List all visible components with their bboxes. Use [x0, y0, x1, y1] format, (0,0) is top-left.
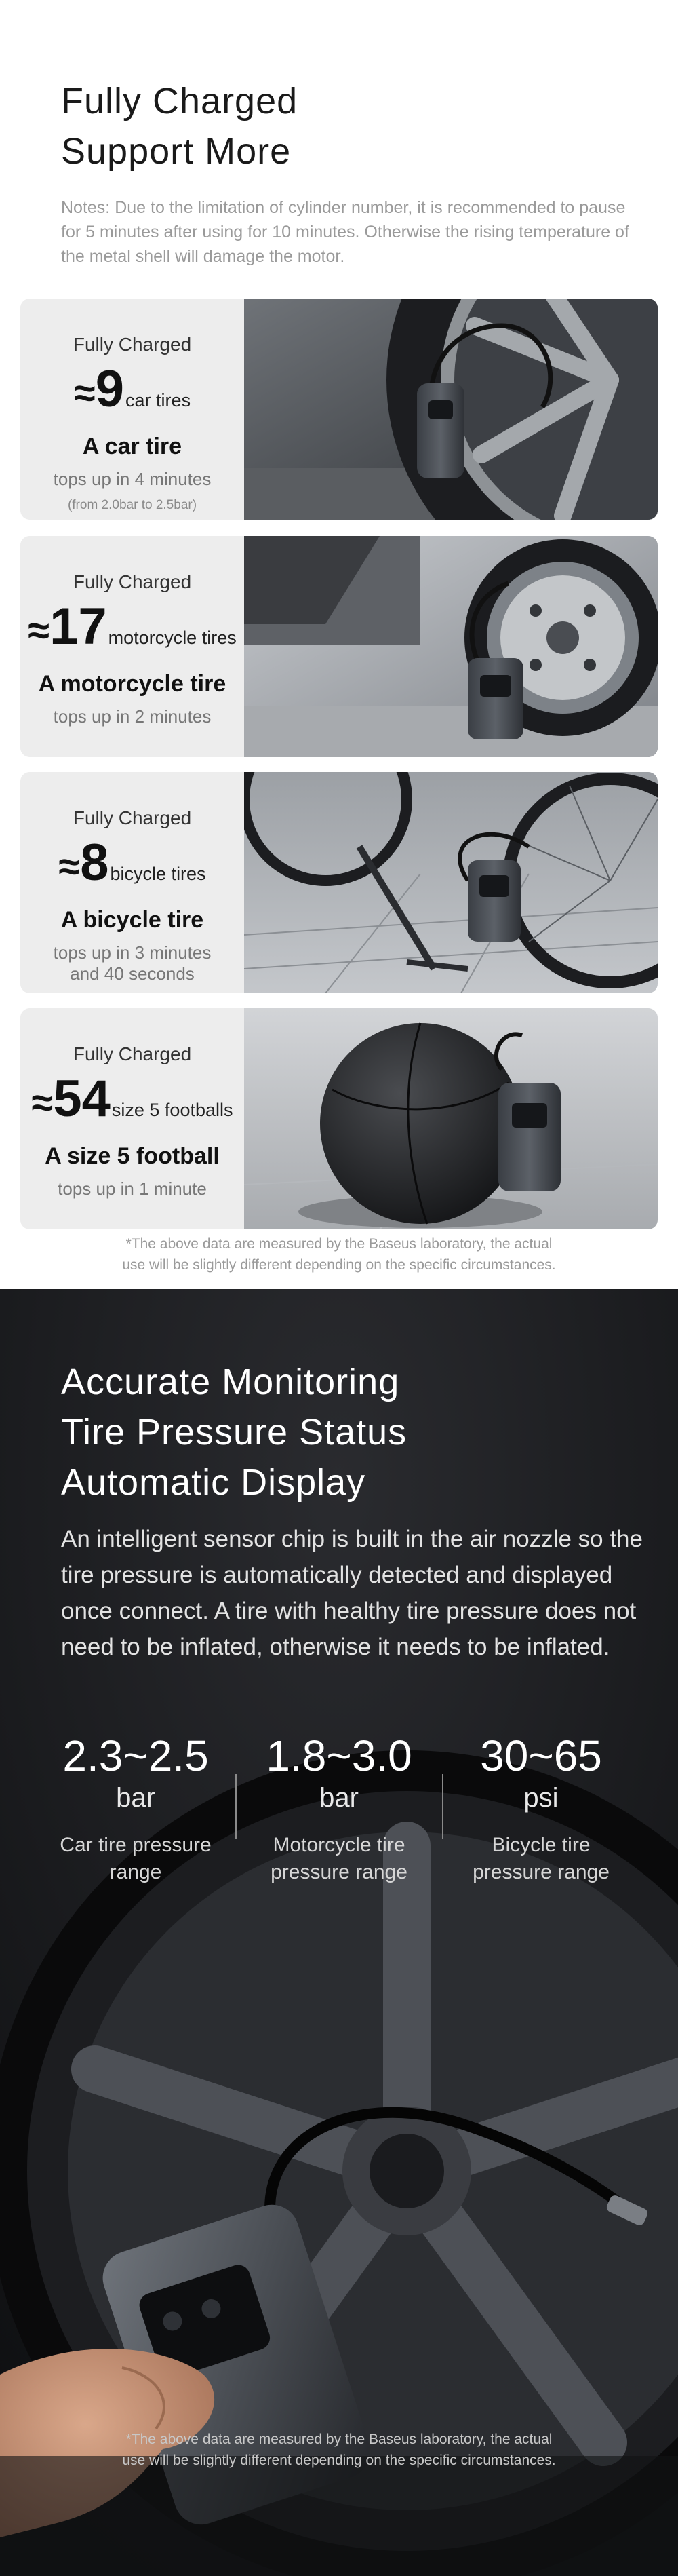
- sensor-description: An intelligent sensor chip is built in the air nozzle so the tire pressure is automatically detected and displayed once connect. A tire with healthy tire pressure does not need to be inflated, otherwise it needs to be inflated.: [61, 1526, 643, 1660]
- fully-charged-label: Fully Charged: [73, 807, 192, 828]
- time-line-2: and 40 seconds: [70, 963, 195, 984]
- time-label: tops up in 4 minutes: [53, 469, 212, 489]
- title-line-3: Automatic Display: [61, 1462, 366, 1503]
- usage-notes: Notes: Due to the limitation of cylinder number, it is recommended to pause for 5 minutes after using for 10 minutes. Otherwise the rising temperature of the metal shell will damage the motor.: [61, 198, 629, 266]
- tire-pressure-section: [0, 1289, 678, 2576]
- stat-divider: [235, 1774, 237, 1839]
- stat-value: 2.3~2.5: [62, 1731, 209, 1780]
- football-photo: [244, 1008, 658, 1229]
- time-label: [20, 942, 244, 984]
- fully-charged-label: Fully Charged: [73, 1043, 192, 1064]
- card-text: [20, 299, 244, 520]
- count-value: 54: [53, 1070, 111, 1128]
- card-motorcycle-tire: [20, 536, 658, 757]
- lab-footnote: [54, 2429, 624, 2471]
- approx-symbol: ≈: [58, 845, 81, 889]
- stat-label-line-2: pressure range: [271, 1861, 407, 1883]
- footnote-line-2: use will be slightly different depending on the specific circumstances.: [122, 1257, 556, 1273]
- stat-label-line-2: pressure range: [473, 1861, 610, 1883]
- motorcycle-tire-photo: [244, 536, 658, 757]
- stat-label: [439, 1832, 643, 1886]
- title-line-2: Tire Pressure Status: [61, 1412, 407, 1453]
- stat-motorcycle: [237, 1730, 441, 1886]
- count-line: [20, 360, 244, 428]
- stat-label-line-1: Bicycle tire: [492, 1834, 591, 1856]
- stat-label-line-2: range: [109, 1861, 162, 1883]
- count-line: [20, 1070, 244, 1138]
- title-line-2: Support More: [61, 131, 292, 172]
- footnote-line-1: *The above data are measured by the Baseus laboratory, the actual: [125, 2431, 553, 2447]
- subject-label: A bicycle tire: [60, 907, 204, 933]
- card-car-tire: [20, 299, 658, 520]
- count-unit: size 5 footballs: [111, 1100, 233, 1120]
- footnote-line-1: *The above data are measured by the Baseus laboratory, the actual: [125, 1236, 553, 1252]
- subject-label: A size 5 football: [45, 1143, 220, 1169]
- stat-unit: bar: [319, 1783, 359, 1813]
- count-line: [20, 834, 244, 902]
- approx-symbol: ≈: [73, 371, 96, 415]
- stat-label: [34, 1832, 237, 1886]
- count-value: 9: [95, 360, 125, 418]
- time-label: tops up in 1 minute: [58, 1178, 207, 1199]
- time-label: tops up in 2 minutes: [53, 706, 212, 727]
- section-title: [61, 76, 298, 176]
- fully-charged-label: Fully Charged: [73, 334, 192, 355]
- approx-symbol: ≈: [28, 609, 50, 653]
- card-text: [20, 772, 244, 993]
- subject-label: A motorcycle tire: [38, 671, 226, 697]
- car-tire-photo: [244, 299, 658, 520]
- stat-bicycle: [439, 1730, 643, 1886]
- section-title: [61, 1357, 407, 1507]
- count-value: 17: [49, 598, 107, 655]
- approx-symbol: ≈: [31, 1081, 54, 1125]
- stat-value: 30~65: [480, 1731, 602, 1780]
- bicycle-tire-photo: [244, 772, 658, 993]
- stat-label-line-1: Motorcycle tire: [273, 1834, 405, 1856]
- count-value: 8: [80, 834, 109, 891]
- card-text: [20, 1008, 244, 1229]
- count-line: [20, 598, 244, 666]
- stat-car: [34, 1730, 237, 1886]
- count-unit: bicycle tires: [110, 864, 206, 884]
- card-bicycle-tire: [20, 772, 658, 993]
- stat-unit: psi: [523, 1783, 559, 1813]
- card-text: [20, 536, 244, 757]
- count-unit: motorcycle tires: [108, 628, 237, 648]
- card-football: [20, 1008, 658, 1229]
- stat-label-line-1: Car tire pressure: [60, 1834, 212, 1856]
- title-line-1: Fully Charged: [61, 81, 298, 121]
- count-unit: car tires: [125, 390, 191, 410]
- lab-footnote: [54, 1233, 624, 1275]
- title-line-1: Accurate Monitoring: [61, 1362, 400, 1402]
- range-label: (from 2.0bar to 2.5bar): [67, 498, 197, 512]
- footnote-line-2: use will be slightly different depending on the specific circumstances.: [122, 2453, 556, 2468]
- stat-label: [237, 1832, 441, 1886]
- time-line-1: tops up in 3 minutes: [53, 942, 212, 963]
- stat-value: 1.8~3.0: [266, 1731, 412, 1780]
- fully-charged-label: Fully Charged: [73, 571, 192, 592]
- subject-label: A car tire: [82, 434, 182, 459]
- stat-unit: bar: [116, 1783, 155, 1813]
